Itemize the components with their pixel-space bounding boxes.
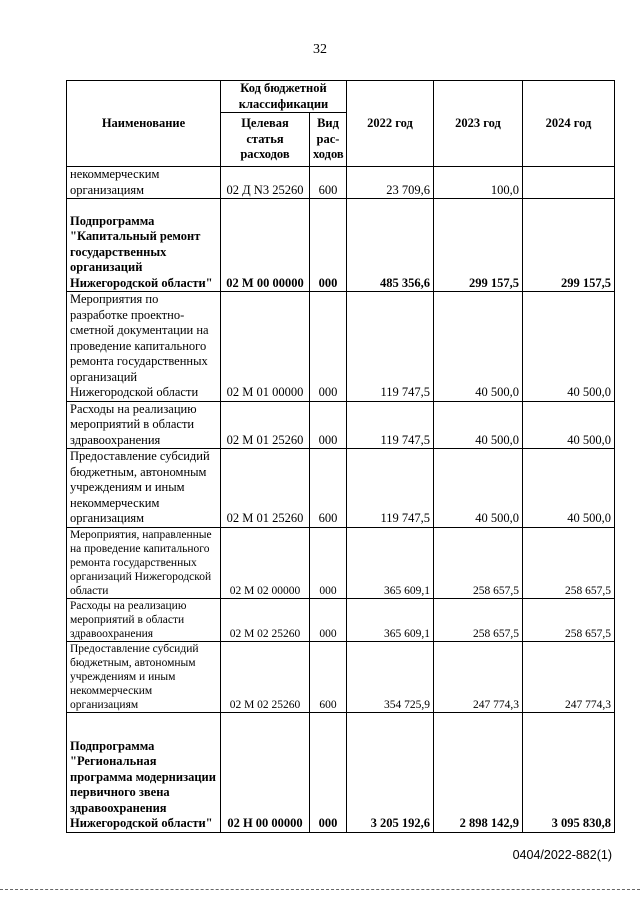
row-name: Подпрограмма "Капитальный ремонт государственных организаций Нижегородской области" — [67, 199, 221, 292]
table-row — [67, 712, 615, 832]
row-code: 02 М 01 25260 — [221, 401, 310, 449]
row-name: Мероприятия, направленные на проведение капитального ремонта государственных организаций Нижегородской области — [67, 527, 221, 598]
row-2024: 247 774,3 — [523, 641, 615, 712]
row-type: 600 — [310, 449, 347, 528]
row-2022: 119 747,5 — [347, 401, 434, 449]
row-2022: 23 709,6 — [347, 167, 434, 199]
header-2024: 2024 год — [523, 81, 615, 167]
row-code: 02 Д N3 25260 — [221, 167, 310, 199]
row-type: 000 — [310, 401, 347, 449]
header-2023: 2023 год — [434, 81, 523, 167]
row-code: 02 М 01 25260 — [221, 449, 310, 528]
row-2022: 485 356,6 — [347, 199, 434, 292]
row-2023: 40 500,0 — [434, 292, 523, 402]
row-code: 02 М 02 00000 — [221, 527, 310, 598]
row-name: Расходы на реализацию мероприятий в области здравоохранения — [67, 401, 221, 449]
table-row — [67, 292, 615, 402]
table-row — [67, 199, 615, 292]
row-name: некоммерческим организациям — [67, 167, 221, 199]
row-2023: 40 500,0 — [434, 449, 523, 528]
header-code-group: Код бюджетной классификации — [221, 81, 347, 113]
header-target-article: Целевая статья расходов — [221, 113, 310, 167]
row-2022: 365 609,1 — [347, 598, 434, 641]
row-2024: 40 500,0 — [523, 401, 615, 449]
table-row — [67, 598, 615, 641]
row-2022: 365 609,1 — [347, 527, 434, 598]
row-name: Мероприятия по разработке проектно-сметной документации на проведение капитального ремонта государственных организаций Нижегородской области — [67, 292, 221, 402]
header-expense-type: Вид рас-ходов — [310, 113, 347, 167]
budget-table — [66, 80, 615, 833]
page-number: 32 — [313, 42, 327, 57]
row-2024: 3 095 830,8 — [523, 712, 615, 832]
row-2023: 100,0 — [434, 167, 523, 199]
row-code: 02 М 02 25260 — [221, 641, 310, 712]
row-type: 000 — [310, 598, 347, 641]
row-code: 02 М 01 00000 — [221, 292, 310, 402]
row-type: 000 — [310, 199, 347, 292]
row-2024: 258 657,5 — [523, 598, 615, 641]
row-2022: 3 205 192,6 — [347, 712, 434, 832]
row-name: Предоставление субсидий бюджетным, автономным учреждениям и иным некоммерческим организациям — [67, 641, 221, 712]
row-2022: 354 725,9 — [347, 641, 434, 712]
header-2022: 2022 год — [347, 81, 434, 167]
header-name: Наименование — [67, 81, 221, 167]
row-type: 600 — [310, 641, 347, 712]
row-2024: 258 657,5 — [523, 527, 615, 598]
row-type: 000 — [310, 292, 347, 402]
row-2022: 119 747,5 — [347, 292, 434, 402]
row-name: Расходы на реализацию мероприятий в области здравоохранения — [67, 598, 221, 641]
row-code: 02 М 00 00000 — [221, 199, 310, 292]
table-row — [67, 527, 615, 598]
document-code: 0404/2022-882(1) — [512, 848, 612, 862]
row-name: Подпрограмма "Региональная программа модернизации первичного звена здравоохранения Нижегородской области" — [67, 712, 221, 832]
table-row — [67, 167, 615, 199]
table-row — [67, 641, 615, 712]
row-2024: 40 500,0 — [523, 449, 615, 528]
table-row — [67, 401, 615, 449]
row-2023: 258 657,5 — [434, 598, 523, 641]
row-name: Предоставление субсидий бюджетным, автономным учреждениям и иным некоммерческим организациям — [67, 449, 221, 528]
row-type: 600 — [310, 167, 347, 199]
table-row — [67, 449, 615, 528]
row-2023: 247 774,3 — [434, 641, 523, 712]
row-2023: 40 500,0 — [434, 401, 523, 449]
row-2024 — [523, 167, 615, 199]
row-2024: 299 157,5 — [523, 199, 615, 292]
row-2023: 2 898 142,9 — [434, 712, 523, 832]
row-2024: 40 500,0 — [523, 292, 615, 402]
row-type: 000 — [310, 712, 347, 832]
row-type: 000 — [310, 527, 347, 598]
row-code: 02 Н 00 00000 — [221, 712, 310, 832]
page-divider — [0, 889, 640, 890]
row-2023: 299 157,5 — [434, 199, 523, 292]
row-code: 02 М 02 25260 — [221, 598, 310, 641]
row-2022: 119 747,5 — [347, 449, 434, 528]
row-2023: 258 657,5 — [434, 527, 523, 598]
